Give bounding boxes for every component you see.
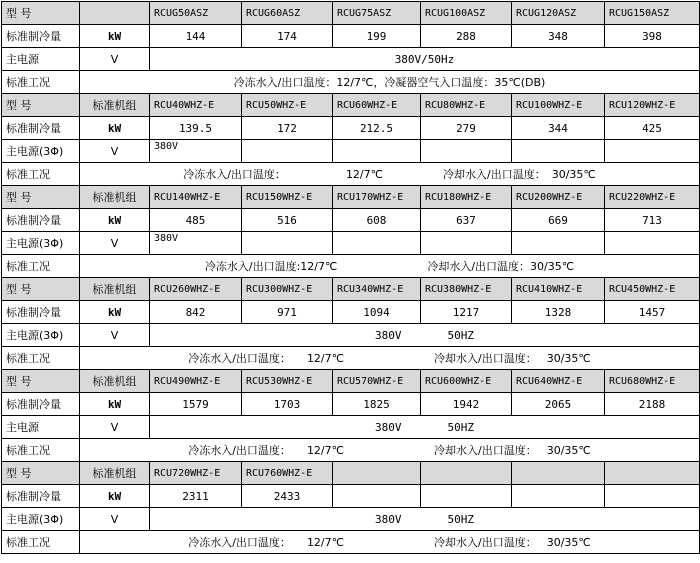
condition-row	[2, 255, 700, 278]
capacity-unit: kW	[80, 25, 150, 48]
model-name: RCU120WHZ-E	[605, 94, 700, 117]
capacity-value: 2433	[242, 485, 333, 508]
condition-label: 标准工况	[2, 255, 80, 278]
unit-group-label: 标准机组	[80, 462, 150, 485]
capacity-value	[333, 485, 421, 508]
capacity-value: 637	[421, 209, 512, 232]
power-voltage: 380V	[375, 328, 402, 342]
condition-text	[80, 255, 700, 278]
condition-row	[2, 531, 700, 554]
power-row	[2, 140, 700, 163]
spec-table	[1, 1, 700, 554]
capacity-value	[512, 485, 605, 508]
power-frequency: 50HZ	[447, 420, 474, 434]
model-row	[2, 278, 700, 301]
model-name: RCU60WHZ-E	[333, 94, 421, 117]
model-name: RCU680WHZ-E	[605, 370, 700, 393]
capacity-value: 144	[150, 25, 242, 48]
condition-label: 标准工况	[2, 439, 80, 462]
cooling-water-temp: 30/35℃	[546, 351, 591, 365]
condition-label: 标准工况	[2, 347, 80, 370]
power-label: 主电源(3Φ)	[2, 140, 80, 163]
chilled-water-condition: 冷冻水入/出口温度:12/7℃	[204, 259, 338, 273]
condition-text	[80, 347, 700, 370]
model-name: RCU760WHZ-E	[242, 462, 333, 485]
power-value: 380V	[150, 140, 242, 163]
model-name: RCU40WHZ-E	[150, 94, 242, 117]
condition-text	[80, 163, 700, 186]
model-name: RCU100WHZ-E	[512, 94, 605, 117]
model-name: RCU140WHZ-E	[150, 186, 242, 209]
capacity-value: 516	[242, 209, 333, 232]
model-name: RCU530WHZ-E	[242, 370, 333, 393]
capacity-label: 标准制冷量	[2, 117, 80, 140]
model-name: RCU380WHZ-E	[421, 278, 512, 301]
capacity-value: 1579	[150, 393, 242, 416]
model-name: RCU200WHZ-E	[512, 186, 605, 209]
condition-text	[80, 439, 700, 462]
cooling-water-temp: 30/35℃	[551, 167, 596, 181]
capacity-value: 2188	[605, 393, 700, 416]
power-unit: V	[80, 416, 150, 439]
chilled-water-temp: 12/7℃	[306, 351, 344, 365]
capacity-value: 669	[512, 209, 605, 232]
model-label: 型 号	[2, 278, 80, 301]
cooling-water-temp: 30/35℃	[546, 535, 591, 549]
capacity-value: 1328	[512, 301, 605, 324]
capacity-value: 485	[150, 209, 242, 232]
capacity-label: 标准制冷量	[2, 301, 80, 324]
model-name: RCUG75ASZ	[333, 2, 421, 25]
capacity-row	[2, 301, 700, 324]
model-name: RCU150WHZ-E	[242, 186, 333, 209]
chilled-water-label: 冷冻水入/出口温度：	[188, 443, 291, 457]
capacity-row	[2, 485, 700, 508]
capacity-value: 172	[242, 117, 333, 140]
model-name: RCU260WHZ-E	[150, 278, 242, 301]
unit-group-label	[80, 2, 150, 25]
model-name: RCUG50ASZ	[150, 2, 242, 25]
condition-label: 标准工况	[2, 163, 80, 186]
capacity-row	[2, 117, 700, 140]
power-label: 主电源(3Φ)	[2, 324, 80, 347]
unit-group-label: 标准机组	[80, 186, 150, 209]
condition-row	[2, 347, 700, 370]
capacity-value: 139.5	[150, 117, 242, 140]
cooling-water-label: 冷却水入/出口温度：	[434, 351, 537, 365]
condition-text	[80, 531, 700, 554]
model-label: 型 号	[2, 186, 80, 209]
capacity-value: 2065	[512, 393, 605, 416]
model-name: RCU180WHZ-E	[421, 186, 512, 209]
power-value: 380V	[150, 232, 242, 255]
condition-row	[2, 71, 700, 94]
model-name	[421, 462, 512, 485]
model-label: 型 号	[2, 2, 80, 25]
power-voltage: 380V	[375, 512, 402, 526]
capacity-value: 344	[512, 117, 605, 140]
chilled-water-label: 冷冻水入/出口温度：	[183, 167, 286, 181]
condition-row	[2, 163, 700, 186]
power-unit: V	[80, 324, 150, 347]
model-name: RCU50WHZ-E	[242, 94, 333, 117]
power-unit: V	[80, 232, 150, 255]
power-frequency: 50HZ	[447, 328, 474, 342]
model-row	[2, 94, 700, 117]
chilled-water-temp: 12/7℃	[306, 443, 344, 457]
power-value: 380V/50Hz	[150, 48, 700, 71]
capacity-label: 标准制冷量	[2, 393, 80, 416]
model-name: RCU80WHZ-E	[421, 94, 512, 117]
model-name	[333, 462, 421, 485]
condition-row	[2, 439, 700, 462]
model-row	[2, 186, 700, 209]
power-row	[2, 48, 700, 71]
unit-group-label: 标准机组	[80, 370, 150, 393]
model-name: RCU640WHZ-E	[512, 370, 605, 393]
capacity-value: 713	[605, 209, 700, 232]
model-name: RCU490WHZ-E	[150, 370, 242, 393]
model-label: 型 号	[2, 370, 80, 393]
model-name	[605, 462, 700, 485]
capacity-value: 1942	[421, 393, 512, 416]
capacity-value: 199	[333, 25, 421, 48]
condition-text: 冷冻水入/出口温度：12/7℃，冷凝器空气入口温度：35℃(DB)	[80, 71, 700, 94]
model-name	[512, 462, 605, 485]
capacity-value: 971	[242, 301, 333, 324]
model-label: 型 号	[2, 94, 80, 117]
capacity-value: 212.5	[333, 117, 421, 140]
capacity-value: 279	[421, 117, 512, 140]
power-row	[2, 232, 700, 255]
cooling-water-label: 冷却水入/出口温度：	[443, 167, 546, 181]
power-row	[2, 416, 700, 439]
model-row	[2, 370, 700, 393]
power-unit: V	[80, 140, 150, 163]
capacity-label: 标准制冷量	[2, 25, 80, 48]
chilled-water-temp: 12/7℃	[306, 535, 344, 549]
capacity-unit: kW	[80, 209, 150, 232]
power-value	[150, 324, 700, 347]
capacity-value: 842	[150, 301, 242, 324]
power-unit: V	[80, 48, 150, 71]
capacity-value: 398	[605, 25, 700, 48]
power-label: 主电源(3Φ)	[2, 232, 80, 255]
capacity-value: 608	[333, 209, 421, 232]
capacity-value: 174	[242, 25, 333, 48]
model-row	[2, 2, 700, 25]
model-name: RCU570WHZ-E	[333, 370, 421, 393]
capacity-value: 1703	[242, 393, 333, 416]
capacity-value: 288	[421, 25, 512, 48]
cooling-water-temp: 30/35℃	[546, 443, 591, 457]
capacity-unit: kW	[80, 117, 150, 140]
model-name: RCUG60ASZ	[242, 2, 333, 25]
model-name: RCU720WHZ-E	[150, 462, 242, 485]
power-label: 主电源(3Φ)	[2, 508, 80, 531]
capacity-value	[421, 485, 512, 508]
chilled-water-temp: 12/7℃	[345, 167, 383, 181]
power-value	[150, 416, 700, 439]
chilled-water-label: 冷冻水入/出口温度：	[188, 351, 291, 365]
power-label: 主电源	[2, 416, 80, 439]
model-name: RCU600WHZ-E	[421, 370, 512, 393]
capacity-value: 1094	[333, 301, 421, 324]
model-name: RCU340WHZ-E	[333, 278, 421, 301]
capacity-unit: kW	[80, 301, 150, 324]
model-name: RCU220WHZ-E	[605, 186, 700, 209]
model-row	[2, 462, 700, 485]
capacity-value: 1457	[605, 301, 700, 324]
chilled-water-label: 冷冻水入/出口温度：	[188, 535, 291, 549]
capacity-value: 348	[512, 25, 605, 48]
model-name: RCUG120ASZ	[512, 2, 605, 25]
power-frequency: 50HZ	[447, 512, 474, 526]
power-row	[2, 324, 700, 347]
capacity-label: 标准制冷量	[2, 209, 80, 232]
capacity-row	[2, 209, 700, 232]
capacity-unit: kW	[80, 393, 150, 416]
model-label: 型 号	[2, 462, 80, 485]
cooling-water-label: 冷却水入/出口温度：	[434, 535, 537, 549]
capacity-unit: kW	[80, 485, 150, 508]
capacity-value: 2311	[150, 485, 242, 508]
power-row	[2, 508, 700, 531]
cooling-water-label: 冷却水入/出口温度：	[434, 443, 537, 457]
capacity-value: 1825	[333, 393, 421, 416]
capacity-row	[2, 25, 700, 48]
model-name: RCU450WHZ-E	[605, 278, 700, 301]
power-value	[150, 508, 700, 531]
power-unit: V	[80, 508, 150, 531]
capacity-value: 1217	[421, 301, 512, 324]
unit-group-label: 标准机组	[80, 278, 150, 301]
model-name: RCU170WHZ-E	[333, 186, 421, 209]
model-name: RCUG100ASZ	[421, 2, 512, 25]
model-name: RCU300WHZ-E	[242, 278, 333, 301]
power-label: 主电源	[2, 48, 80, 71]
capacity-row	[2, 393, 700, 416]
model-name: RCUG150ASZ	[605, 2, 700, 25]
capacity-value: 425	[605, 117, 700, 140]
condition-label: 标准工况	[2, 531, 80, 554]
capacity-value	[605, 485, 700, 508]
model-name: RCU410WHZ-E	[512, 278, 605, 301]
capacity-label: 标准制冷量	[2, 485, 80, 508]
condition-label: 标准工况	[2, 71, 80, 94]
power-voltage: 380V	[375, 420, 402, 434]
unit-group-label: 标准机组	[80, 94, 150, 117]
cooling-water-condition: 冷却水入/出口温度：30/35℃	[427, 259, 575, 273]
